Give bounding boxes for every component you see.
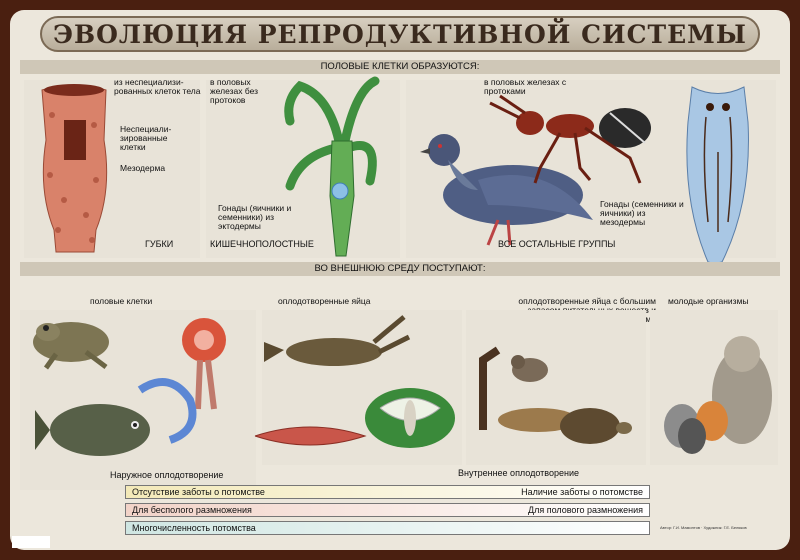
sponge-group-label: ГУБКИ <box>145 239 174 249</box>
care-bar-right: Наличие заботы о потомстве <box>521 487 643 497</box>
col1-header: половые клетки <box>90 296 153 306</box>
cats-illustration <box>652 326 776 456</box>
poster-title: ЭВОЛЮЦИЯ РЕПРОДУКТИВНОЙ СИСТЕМЫ <box>40 16 760 52</box>
others-label-top: в половых железах с протоками <box>484 77 567 96</box>
external-fertilization-label: Наружное оплодотворение <box>110 470 224 480</box>
turtle-illustration <box>550 398 630 448</box>
care-bar <box>125 485 650 499</box>
sponge-label-top: из неспециализи-рованных клеток тела <box>114 77 201 96</box>
offspring-bar <box>125 521 650 535</box>
reproduction-bar-right: Для полового размножения <box>527 505 643 515</box>
barcode-logo <box>12 536 50 548</box>
hydra-label-gonads: Гонады (яичники и семенники) из эктодермы <box>218 203 292 231</box>
reproduction-bar <box>125 503 650 517</box>
ant-illustration <box>480 88 670 188</box>
col3-header: оплодотворенные яйца с большим <box>518 296 656 306</box>
others-group-label: ВСЕ ОСТАЛЬНЫЕ ГРУППЫ <box>498 239 616 249</box>
sponge-illustration <box>34 80 114 260</box>
sponge-label-cells: Неспециали-зированные клетки <box>120 124 172 152</box>
hydra-group-label: КИШЕЧНОПОЛОСТНЫЕ <box>210 239 314 249</box>
frog-illustration <box>26 312 116 372</box>
flatworm-illustration <box>682 82 754 267</box>
segmented-worm-illustration <box>250 418 370 454</box>
reproduction-bar-left: Для бесполого размножения <box>132 505 252 515</box>
publisher-note: Автор: Г.И. Мамонтов · Художник: Г.Е. Беляков <box>660 525 747 530</box>
offspring-bar-left: Многочисленность потомства <box>132 523 256 533</box>
internal-fertilization-label: Внутреннее оплодотворение <box>458 468 579 478</box>
top-section-header: ПОЛОВЫЕ КЛЕТКИ ОБРАЗУЮТСЯ: <box>320 61 480 72</box>
col4-header: молодые организмы <box>668 296 749 306</box>
sponge-label-mesoderm: Мезодерма <box>120 163 166 173</box>
hydra-illustration <box>260 76 390 261</box>
care-bar-left: Отсутствие заботы о потомстве <box>132 487 265 497</box>
fish-illustration <box>40 380 160 480</box>
moth-illustration <box>360 378 460 458</box>
hydra-label-top: в половых железах без протоков <box>210 77 259 105</box>
others-label-gonads: Гонады (семенники и яичники) из мезодермы <box>600 199 684 227</box>
col2-header: оплодотворенные яйца <box>278 296 371 306</box>
bottom-section-header: ВО ВНЕШНЮЮ СРЕДУ ПОСТУПАЮТ: <box>314 263 486 274</box>
